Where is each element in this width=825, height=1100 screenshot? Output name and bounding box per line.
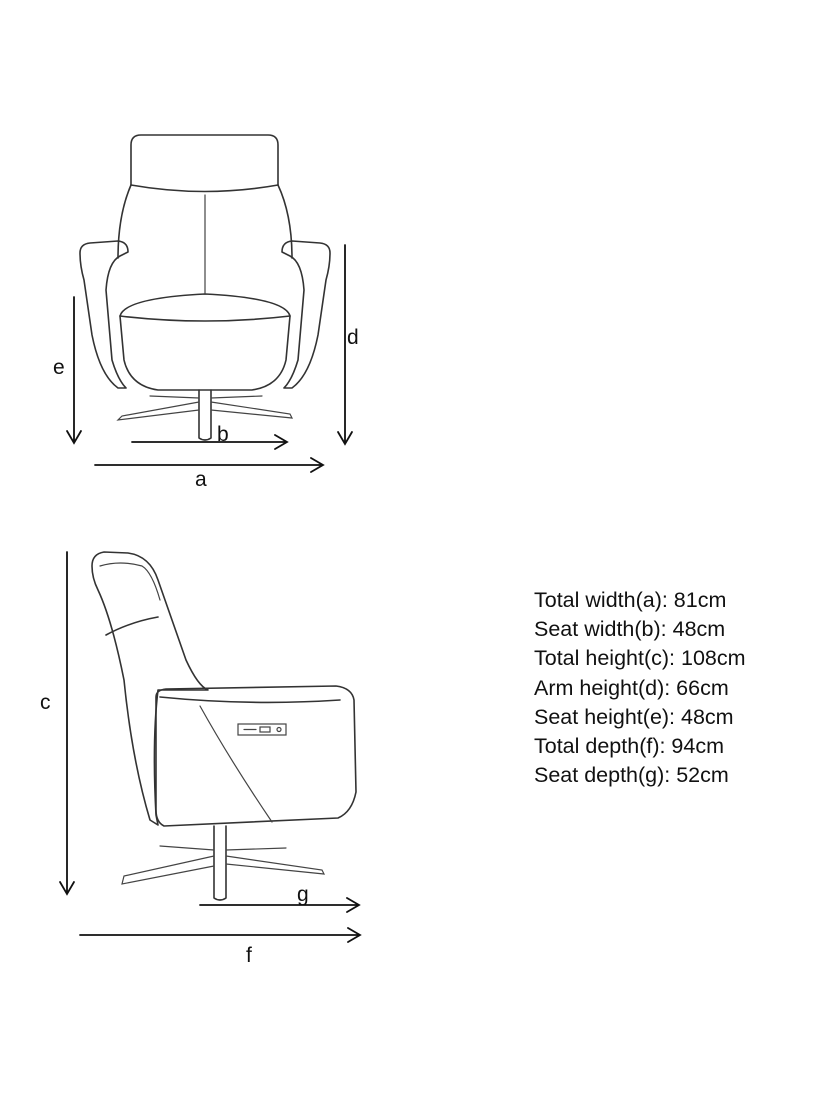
side-control-indicator [277, 728, 281, 732]
side-control-usb [260, 727, 270, 732]
arrow-g [200, 898, 359, 912]
label-d: d [347, 326, 359, 349]
side-headrest-seam [106, 617, 158, 635]
spec-arm-height: Arm height(d): 66cm [534, 675, 729, 700]
front-headrest [131, 135, 278, 185]
side-headrest-edge [100, 563, 160, 600]
chair-side-view [92, 552, 356, 900]
side-arm-top [160, 697, 340, 702]
label-c: c [40, 691, 51, 714]
label-b: b [217, 423, 229, 446]
dimension-specs-list [534, 586, 746, 790]
front-seat-front [120, 316, 290, 390]
side-stem [214, 826, 226, 900]
label-a: a [195, 468, 207, 491]
label-e: e [53, 356, 65, 379]
arrow-e [67, 297, 81, 443]
side-arm-panel [156, 686, 356, 826]
spec-seat-depth: Seat depth(g): 52cm [534, 763, 729, 788]
chair-front-view [80, 135, 330, 440]
arrow-a [95, 458, 323, 472]
label-f: f [246, 944, 252, 967]
front-base [118, 396, 292, 420]
arrow-b [132, 435, 287, 449]
front-stem [199, 390, 211, 440]
arrow-f [80, 928, 360, 942]
arrow-c [60, 552, 74, 894]
label-g: g [297, 883, 309, 906]
spec-seat-width: Seat width(b): 48cm [534, 617, 726, 642]
spec-seat-height: Seat height(e): 48cm [534, 704, 734, 729]
front-seat-cushion [120, 294, 290, 316]
front-headrest-seam [131, 185, 278, 192]
spec-total-width: Total width(a): 81cm [534, 588, 727, 612]
side-base [122, 846, 324, 884]
spec-total-height: Total height(c): 108cm [534, 646, 746, 671]
spec-total-depth: Total depth(f): 94cm [534, 734, 725, 759]
